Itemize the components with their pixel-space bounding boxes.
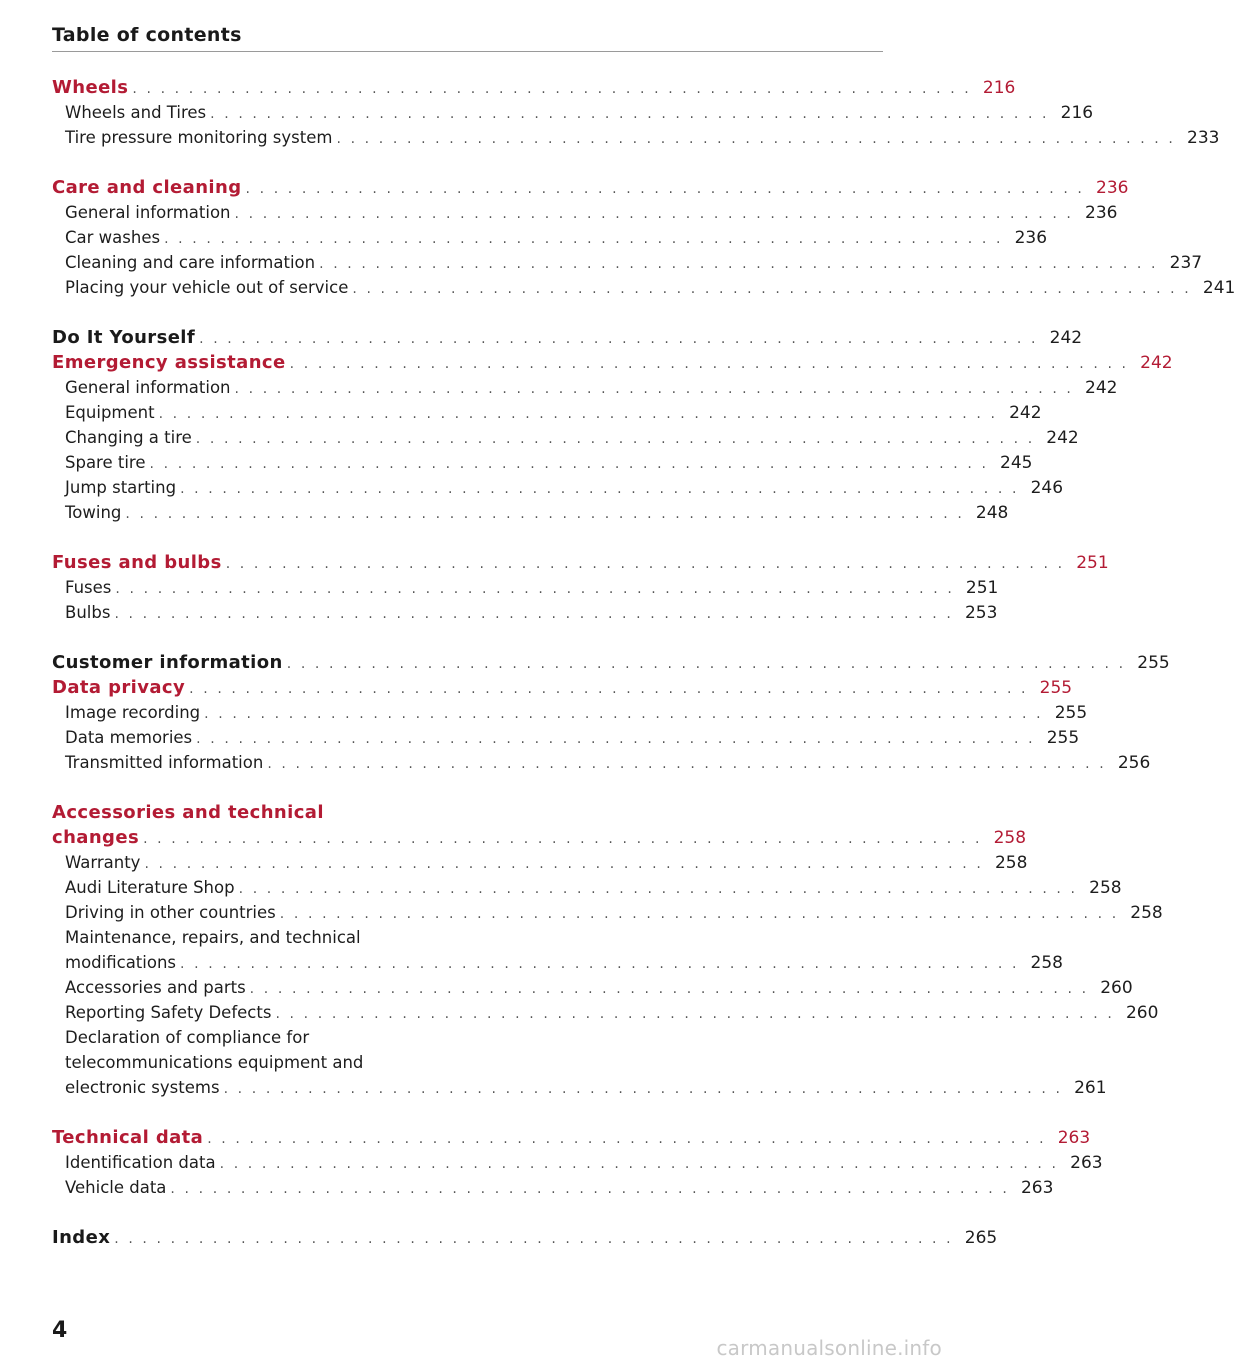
page-number: 4 xyxy=(52,1318,68,1343)
toc-page-number: 256 xyxy=(1117,753,1151,773)
toc-section-entry[interactable] xyxy=(52,375,1118,400)
toc-entry-label: Care and cleaning xyxy=(52,177,242,198)
toc-chapter-entry[interactable] xyxy=(52,675,1073,700)
toc-dot-leader: . . . . . . . . . . . . . . . . . . . . . . . . . . . . . . . . . . . . . . . . . . . . . . . . . . . . . . . . . . . . xyxy=(223,1081,1063,1097)
toc-entry-label: Wheels and Tires xyxy=(65,103,207,122)
toc-entry-label: Data memories xyxy=(65,728,193,747)
toc-chapter-entry[interactable] xyxy=(52,325,1083,350)
toc-chapter-entry[interactable] xyxy=(52,650,1170,675)
toc-chapter-entry[interactable] xyxy=(52,825,1027,850)
toc-section-entry[interactable] xyxy=(52,950,1063,975)
toc-page-number: 237 xyxy=(1169,253,1203,273)
toc-chapter-entry[interactable] xyxy=(52,350,1173,375)
toc-dot-leader: . . . . . . . . . . . . . . . . . . . . . . . . . . . . . . . . . . . . . . . . . . . . . . . . . . . . . . . . . . . . xyxy=(352,281,1192,297)
toc-page-number: 258 xyxy=(994,853,1028,873)
toc-dot-leader: . . . . . . . . . . . . . . . . . . . . . . . . . . . . . . . . . . . . . . . . . . . . . . . . . . . . . . . . . . . . xyxy=(114,606,954,622)
toc-dot-leader: . . . . . . . . . . . . . . . . . . . . . . . . . . . . . . . . . . . . . . . . . . . . . . . . . . . . . . . . . . . . xyxy=(164,231,1004,247)
toc-entry-label: Declaration of compliance for xyxy=(65,1028,310,1047)
toc-dot-leader: . . . . . . . . . . . . . . . . . . . . . . . . . . . . . . . . . . . . . . . . . . . . . . . . . . . . . . . . . . . . xyxy=(180,956,1019,972)
toc-entry-label: Transmitted information xyxy=(65,753,264,772)
toc-entry-label: General information xyxy=(65,378,231,397)
toc-page-number: 242 xyxy=(1140,353,1173,373)
toc-entry-label: Fuses and bulbs xyxy=(52,552,222,573)
toc-dot-leader: . . . . . . . . . . . . . . . . . . . . . . . . . . . . . . . . . . . . . . . . . . . . . . . . . . . . . . . . . . . . xyxy=(234,206,1074,222)
toc-chapter-entry[interactable] xyxy=(52,1125,1091,1150)
toc-page-number: 251 xyxy=(965,578,999,598)
toc-entry-label: Jump starting xyxy=(65,478,177,497)
toc-chapter-entry[interactable] xyxy=(52,550,1109,575)
toc-section-entry[interactable] xyxy=(52,750,1151,775)
toc-entry-label: Index xyxy=(52,1227,111,1248)
toc-entry-label: Placing your vehicle out of service xyxy=(65,278,349,297)
toc-section-entry[interactable] xyxy=(52,600,998,625)
toc-section-entry[interactable] xyxy=(52,275,1235,300)
toc-entry-label: changes xyxy=(52,827,140,848)
toc-page-number: 216 xyxy=(1060,103,1094,123)
toc-entry-label: Emergency assistance xyxy=(52,352,286,373)
toc-page-number: 263 xyxy=(1057,1128,1091,1148)
toc-chapter-entry[interactable] xyxy=(52,800,452,825)
toc-section-entry[interactable] xyxy=(52,1075,1107,1100)
toc-entry-label: Customer information xyxy=(52,652,283,673)
toc-page-number: 236 xyxy=(1014,228,1048,248)
toc-page-number: 251 xyxy=(1076,553,1109,573)
toc-section-entry[interactable] xyxy=(52,725,1080,750)
toc-entry-label: Towing xyxy=(65,503,122,522)
toc-section-entry[interactable] xyxy=(52,225,1048,250)
toc-dot-leader: . . . . . . . . . . . . . . . . . . . . . . . . . . . . . . . . . . . . . . . . . . . . . . . . . . . . . . . . . . . . xyxy=(199,331,1039,347)
toc-dot-leader: . . . . . . . . . . . . . . . . . . . . . . . . . . . . . . . . . . . . . . . . . . . . . . . . . . . . . . . . . . . . xyxy=(132,81,972,97)
toc-entry-label: Maintenance, repairs, and technical xyxy=(65,928,361,947)
toc-section-entry[interactable] xyxy=(52,200,1118,225)
toc-section-entry[interactable] xyxy=(52,475,1064,500)
toc-dot-leader: . . . . . . . . . . . . . . . . . . . . . . . . . . . . . . . . . . . . . . . . . . . . . . . . . . . . . . . . . . . . xyxy=(180,481,1020,497)
toc-page-number: 242 xyxy=(1049,328,1083,348)
toc-dot-leader: . . . . . . . . . . . . . . . . . . . . . . . . . . . . . . . . . . . . . . . . . . . . . . . . . . . . . . . . . . . . xyxy=(289,356,1129,372)
toc-entry-label: Bulbs xyxy=(65,603,111,622)
toc-entry-label: Fuses xyxy=(65,578,112,597)
toc-page-number: 260 xyxy=(1125,1003,1159,1023)
toc-entry-label: Reporting Safety Defects xyxy=(65,1003,272,1022)
toc-entry-label: telecommunications equipment and xyxy=(65,1053,364,1072)
toc-entry-label: Cleaning and care information xyxy=(65,253,316,272)
toc-dot-leader: . . . . . . . . . . . . . . . . . . . . . . . . . . . . . . . . . . . . . . . . . . . . . . . . . . . . . . . . . . . . xyxy=(204,706,1044,722)
toc-page-number: 242 xyxy=(1046,428,1079,448)
watermark: carmanualsonline.info xyxy=(716,1336,942,1360)
toc-dot-leader: . . . . . . . . . . . . . . . . . . . . . . . . . . . . . . . . . . . . . . . . . . . . . . . . . . . . . . . . . . . . xyxy=(245,181,1085,197)
toc-dot-leader: . . . . . . . . . . . . . . . . . . . . . . . . . . . . . . . . . . . . . . . . . . . . . . . . . . . . . . . . . . . . xyxy=(195,431,1035,447)
toc-dot-leader: . . . . . . . . . . . . . . . . . . . . . . . . . . . . . . . . . . . . . . . . . . . . . . . . . . . . . . . . . . . . xyxy=(336,131,1176,147)
toc-entry-label: Spare tire xyxy=(65,453,146,472)
header-divider xyxy=(52,51,883,52)
toc-entry-label: Identification data xyxy=(65,1153,216,1172)
toc-page-number: 233 xyxy=(1187,128,1220,148)
toc-page-number: 258 xyxy=(1089,878,1122,898)
toc-section-entry[interactable] xyxy=(52,1050,452,1075)
toc-dot-leader: . . . . . . . . . . . . . . . . . . . . . . . . . . . . . . . . . . . . . . . . . . . . . . . . . . . . . . . . . . . . xyxy=(279,906,1119,922)
toc-page-number: 236 xyxy=(1096,178,1129,198)
toc-section-entry[interactable] xyxy=(52,925,452,950)
page-title: Table of contents xyxy=(52,24,242,46)
toc-page-number: 246 xyxy=(1030,478,1064,498)
toc-page-number: 255 xyxy=(1039,678,1073,698)
toc-page-number: 263 xyxy=(1070,1153,1103,1173)
toc-entry-label: Audi Literature Shop xyxy=(65,878,235,897)
toc-dot-leader: . . . . . . . . . . . . . . . . . . . . . . . . . . . . . . . . . . . . . . . . . . . . . . . . . . . . . . . . . . . . xyxy=(143,831,983,847)
toc-dot-leader: . . . . . . . . . . . . . . . . . . . . . . . . . . . . . . . . . . . . . . . . . . . . . . . . . . . . . . . . . . . . xyxy=(125,506,965,522)
toc-entry-label: Car washes xyxy=(65,228,161,247)
toc-page-number: 236 xyxy=(1085,203,1118,223)
toc-section-entry[interactable] xyxy=(52,250,1203,275)
toc-section-entry[interactable] xyxy=(52,1025,452,1050)
toc-page-number: 253 xyxy=(964,603,998,623)
toc-page-number: 265 xyxy=(964,1228,998,1248)
table-of-contents xyxy=(52,75,1235,1250)
toc-section-entry[interactable] xyxy=(52,400,1042,425)
toc-dot-leader: . . . . . . . . . . . . . . . . . . . . . . . . . . . . . . . . . . . . . . . . . . . . . . . . . . . . . . . . . . . . xyxy=(207,1131,1047,1147)
toc-dot-leader: . . . . . . . . . . . . . . . . . . . . . . . . . . . . . . . . . . . . . . . . . . . . . . . . . . . . . . . . . . . . xyxy=(319,256,1159,272)
toc-entry-label: Accessories and parts xyxy=(65,978,246,997)
toc-section-entry[interactable] xyxy=(52,1150,1103,1175)
toc-section-entry[interactable] xyxy=(52,500,1009,525)
toc-section-entry[interactable] xyxy=(52,575,999,600)
toc-entry-label: Warranty xyxy=(65,853,141,872)
toc-page-number: 258 xyxy=(993,828,1027,848)
toc-section-entry[interactable] xyxy=(52,1175,1054,1200)
toc-entry-label: Changing a tire xyxy=(65,428,192,447)
toc-page-number: 258 xyxy=(1030,953,1063,973)
toc-dot-leader: . . . . . . . . . . . . . . . . . . . . . . . . . . . . . . . . . . . . . . . . . . . . . . . . . . . . . . . . . . . . xyxy=(158,406,998,422)
toc-section-entry[interactable] xyxy=(52,450,1033,475)
toc-dot-leader: . . . . . . . . . . . . . . . . . . . . . . . . . . . . . . . . . . . . . . . . . . . . . . . . . . . . . . . . . . . . xyxy=(115,581,955,597)
toc-page-number: 242 xyxy=(1009,403,1042,423)
toc-dot-leader: . . . . . . . . . . . . . . . . . . . . . . . . . . . . . . . . . . . . . . . . . . . . . . . . . . . . . . . . . . . . xyxy=(170,1181,1010,1197)
toc-section-entry[interactable] xyxy=(52,975,1133,1000)
toc-entry-label: Data privacy xyxy=(52,677,186,698)
toc-entry-label: modifications xyxy=(65,953,177,972)
toc-chapter-entry[interactable] xyxy=(52,75,1016,100)
toc-chapter-entry[interactable] xyxy=(52,175,1129,200)
toc-dot-leader: . . . . . . . . . . . . . . . . . . . . . . . . . . . . . . . . . . . . . . . . . . . . . . . . . . . . . . . . . . . . xyxy=(267,756,1107,772)
toc-dot-leader: . . . . . . . . . . . . . . . . . . . . . . . . . . . . . . . . . . . . . . . . . . . . . . . . . . . . . . . . . . . . xyxy=(238,881,1078,897)
toc-page-number: 241 xyxy=(1202,278,1235,298)
toc-section-entry[interactable] xyxy=(52,1000,1159,1025)
toc-chapter-entry[interactable] xyxy=(52,1225,998,1250)
toc-dot-leader: . . . . . . . . . . . . . . . . . . . . . . . . . . . . . . . . . . . . . . . . . . . . . . . . . . . . . . . . . . . . xyxy=(234,381,1074,397)
toc-section-entry[interactable] xyxy=(52,900,1163,925)
toc-page-number: 216 xyxy=(982,78,1016,98)
toc-page-number: 248 xyxy=(975,503,1009,523)
toc-dot-leader: . . . . . . . . . . . . . . . . . . . . . . . . . . . . . . . . . . . . . . . . . . . . . . . . . . . . . . . . . . . . xyxy=(144,856,984,872)
toc-page-number: 260 xyxy=(1100,978,1133,998)
toc-page-number: 242 xyxy=(1085,378,1118,398)
toc-dot-leader: . . . . . . . . . . . . . . . . . . . . . . . . . . . . . . . . . . . . . . . . . . . . . . . . . . . . . . . . . . . . xyxy=(286,656,1126,672)
toc-section-entry[interactable] xyxy=(52,850,1028,875)
toc-entry-label: Technical data xyxy=(52,1127,204,1148)
toc-entry-label: Do It Yourself xyxy=(52,327,196,348)
toc-entry-label: Wheels xyxy=(52,77,129,98)
toc-page-number: 255 xyxy=(1137,653,1170,673)
toc-entry-label: Accessories and technical xyxy=(52,802,324,823)
toc-section-entry[interactable] xyxy=(52,700,1088,725)
toc-entry-label: Vehicle data xyxy=(65,1178,167,1197)
toc-dot-leader: . . . . . . . . . . . . . . . . . . . . . . . . . . . . . . . . . . . . . . . . . . . . . . . . . . . . . . . . . . . . xyxy=(275,1006,1115,1022)
toc-page-number: 255 xyxy=(1054,703,1088,723)
toc-dot-leader: . . . . . . . . . . . . . . . . . . . . . . . . . . . . . . . . . . . . . . . . . . . . . . . . . . . . . . . . . . . . xyxy=(225,556,1065,572)
toc-section-entry[interactable] xyxy=(52,425,1079,450)
toc-section-entry[interactable] xyxy=(52,125,1220,150)
toc-page-number: 263 xyxy=(1020,1178,1054,1198)
toc-entry-label: Tire pressure monitoring system xyxy=(65,128,333,147)
toc-entry-label: General information xyxy=(65,203,231,222)
toc-dot-leader: . . . . . . . . . . . . . . . . . . . . . . . . . . . . . . . . . . . . . . . . . . . . . . . . . . . . . . . . . . . . xyxy=(249,981,1089,997)
toc-dot-leader: . . . . . . . . . . . . . . . . . . . . . . . . . . . . . . . . . . . . . . . . . . . . . . . . . . . . . . . . . . . . xyxy=(149,456,989,472)
toc-dot-leader: . . . . . . . . . . . . . . . . . . . . . . . . . . . . . . . . . . . . . . . . . . . . . . . . . . . . . . . . . . . . xyxy=(114,1231,954,1247)
toc-entry-label: electronic systems xyxy=(65,1078,220,1097)
toc-section-entry[interactable] xyxy=(52,100,1094,125)
toc-section-entry[interactable] xyxy=(52,875,1122,900)
toc-dot-leader: . . . . . . . . . . . . . . . . . . . . . . . . . . . . . . . . . . . . . . . . . . . . . . . . . . . . . . . . . . . . xyxy=(196,731,1036,747)
toc-dot-leader: . . . . . . . . . . . . . . . . . . . . . . . . . . . . . . . . . . . . . . . . . . . . . . . . . . . . . . . . . . . . xyxy=(219,1156,1059,1172)
toc-entry-label: Driving in other countries xyxy=(65,903,276,922)
toc-page-number: 261 xyxy=(1074,1078,1107,1098)
toc-entry-label: Image recording xyxy=(65,703,201,722)
toc-page-number: 255 xyxy=(1046,728,1080,748)
toc-page-number: 258 xyxy=(1130,903,1163,923)
toc-dot-leader: . . . . . . . . . . . . . . . . . . . . . . . . . . . . . . . . . . . . . . . . . . . . . . . . . . . . . . . . . . . . xyxy=(189,681,1029,697)
toc-dot-leader: . . . . . . . . . . . . . . . . . . . . . . . . . . . . . . . . . . . . . . . . . . . . . . . . . . . . . . . . . . . . xyxy=(210,106,1050,122)
toc-entry-label: Equipment xyxy=(65,403,155,422)
toc-page-number: 245 xyxy=(1000,453,1033,473)
